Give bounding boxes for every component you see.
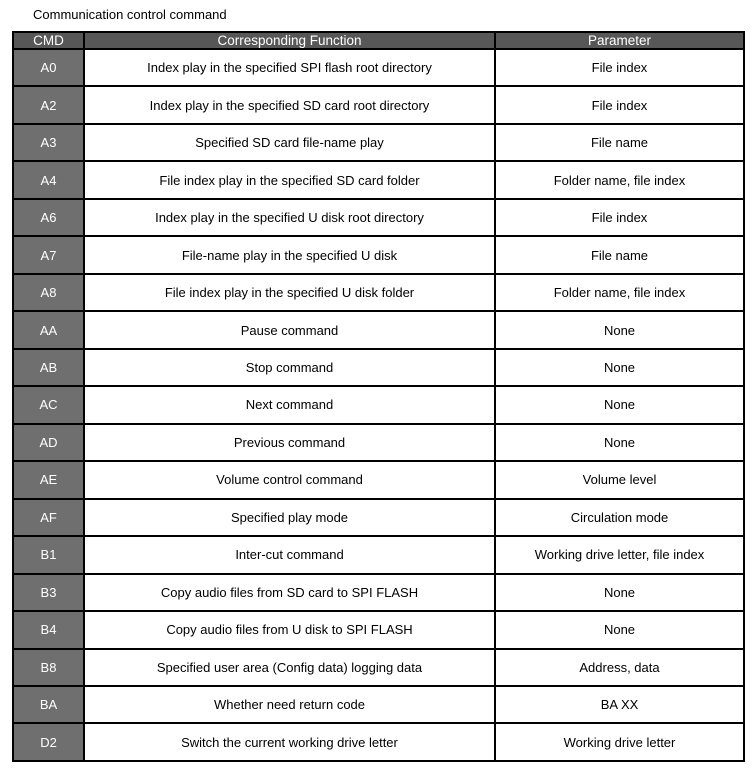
header-function: Corresponding Function xyxy=(84,32,495,49)
function-cell: Inter-cut command xyxy=(84,536,495,573)
parameter-cell: Working drive letter, file index xyxy=(495,536,744,573)
table-row xyxy=(13,611,744,648)
parameter-cell: Working drive letter xyxy=(495,723,744,761)
parameter-cell: File index xyxy=(495,199,744,236)
parameter-cell: File name xyxy=(495,236,744,273)
function-cell: File index play in the specified U disk folder xyxy=(84,274,495,311)
table-row xyxy=(13,311,744,348)
function-cell: Copy audio files from SD card to SPI FLASH xyxy=(84,574,495,611)
cmd-cell: AE xyxy=(13,461,84,498)
function-cell: Volume control command xyxy=(84,461,495,498)
table-row xyxy=(13,49,744,86)
cmd-cell: B4 xyxy=(13,611,84,648)
parameter-cell: None xyxy=(495,574,744,611)
function-cell: Previous command xyxy=(84,424,495,461)
table-row xyxy=(13,86,744,123)
cmd-cell: A4 xyxy=(13,161,84,198)
cmd-cell: D2 xyxy=(13,723,84,761)
header-cmd: CMD xyxy=(13,32,84,49)
function-cell: Stop command xyxy=(84,349,495,386)
cmd-cell: AA xyxy=(13,311,84,348)
table-row xyxy=(13,199,744,236)
function-cell: Specified user area (Config data) logging data xyxy=(84,649,495,686)
table-row xyxy=(13,723,744,761)
function-cell: Copy audio files from U disk to SPI FLASH xyxy=(84,611,495,648)
parameter-cell: Circulation mode xyxy=(495,499,744,536)
table-row xyxy=(13,236,744,273)
cmd-cell: A6 xyxy=(13,199,84,236)
table-row xyxy=(13,424,744,461)
parameter-cell: None xyxy=(495,424,744,461)
table-row xyxy=(13,274,744,311)
parameter-cell: None xyxy=(495,386,744,423)
function-cell: Index play in the specified SD card root directory xyxy=(84,86,495,123)
function-cell: File-name play in the specified U disk xyxy=(84,236,495,273)
function-cell: Index play in the specified U disk root directory xyxy=(84,199,495,236)
cmd-cell: B1 xyxy=(13,536,84,573)
cmd-cell: A3 xyxy=(13,124,84,161)
function-cell: Switch the current working drive letter xyxy=(84,723,495,761)
function-cell: Whether need return code xyxy=(84,686,495,723)
page-title: Communication control command xyxy=(33,7,227,22)
table-row xyxy=(13,574,744,611)
function-cell: Next command xyxy=(84,386,495,423)
cmd-cell: AF xyxy=(13,499,84,536)
cmd-cell: B3 xyxy=(13,574,84,611)
parameter-cell: File index xyxy=(495,86,744,123)
table-row xyxy=(13,461,744,498)
parameter-cell: None xyxy=(495,611,744,648)
cmd-cell: AB xyxy=(13,349,84,386)
table-row xyxy=(13,686,744,723)
parameter-cell: Folder name, file index xyxy=(495,274,744,311)
table-row xyxy=(13,536,744,573)
header-parameter: Parameter xyxy=(495,32,744,49)
cmd-cell: B8 xyxy=(13,649,84,686)
cmd-cell: A2 xyxy=(13,86,84,123)
parameter-cell: BA XX xyxy=(495,686,744,723)
parameter-cell: None xyxy=(495,349,744,386)
parameter-cell: Folder name, file index xyxy=(495,161,744,198)
table-row xyxy=(13,649,744,686)
cmd-cell: BA xyxy=(13,686,84,723)
parameter-cell: None xyxy=(495,311,744,348)
parameter-cell: File index xyxy=(495,49,744,86)
table-row xyxy=(13,386,744,423)
function-cell: Specified SD card file-name play xyxy=(84,124,495,161)
cmd-cell: A7 xyxy=(13,236,84,273)
cmd-cell: A8 xyxy=(13,274,84,311)
table-row xyxy=(13,161,744,198)
parameter-cell: Volume level xyxy=(495,461,744,498)
command-table xyxy=(12,31,745,762)
table-row xyxy=(13,349,744,386)
cmd-cell: AC xyxy=(13,386,84,423)
cmd-cell: A0 xyxy=(13,49,84,86)
function-cell: Specified play mode xyxy=(84,499,495,536)
parameter-cell: File name xyxy=(495,124,744,161)
function-cell: File index play in the specified SD card folder xyxy=(84,161,495,198)
function-cell: Index play in the specified SPI flash root directory xyxy=(84,49,495,86)
parameter-cell: Address, data xyxy=(495,649,744,686)
table-row xyxy=(13,499,744,536)
table-header-row xyxy=(13,32,744,49)
function-cell: Pause command xyxy=(84,311,495,348)
table-row xyxy=(13,124,744,161)
cmd-cell: AD xyxy=(13,424,84,461)
